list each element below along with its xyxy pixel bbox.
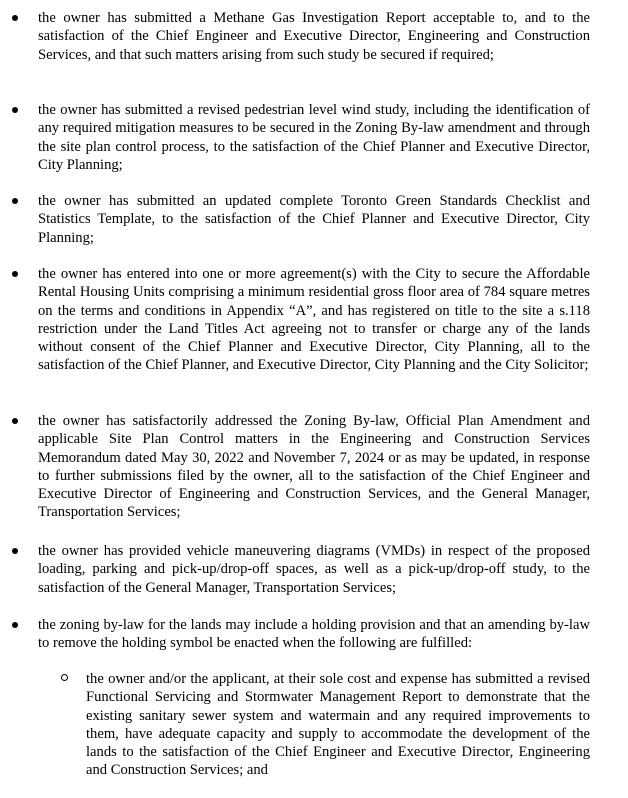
condition-engineering-memorandum: the owner has satisfactorily addressed the Zoning By-law, Official Plan Amendment and applicable Site Plan Control matters in the Engineering and Construction Services Memorandum dated May 30, 2022 and November 7, 2024 or as may be updated, in response to further submissions filed by the owner, all to the satisfaction of the Chief Engineer and Executive Director of Engineering and Construction Services, and the General Manager, Transportation Services; (38, 413, 590, 521)
bullet-icon (12, 107, 18, 113)
bullet-icon (12, 15, 18, 21)
condition-holding-provision: the zoning by-law for the lands may include a holding provision and that an amending by-law to remove the holding symbol be enacted when the following are fulfilled: (38, 617, 590, 652)
bullet-icon (12, 548, 18, 554)
condition-wind-study: the owner has submitted a revised pedestrian level wind study, including the identification of any required mitigation measures to be secured in the Zoning By-law amendment and through the site plan control process, to the satisfaction of the Chief Planner and Executive Director, City Planning; (38, 102, 590, 173)
bullet-icon (12, 271, 18, 277)
bullet-icon (12, 622, 18, 628)
bullet-icon (12, 418, 18, 424)
bullet-icon (12, 198, 18, 204)
condition-methane-gas-report: the owner has submitted a Methane Gas Investigation Report acceptable to, and to the satisfaction of the Chief Engineer and Executive Director, Engineering and Construction Services, and that such matters arising from such study be secured if required; (38, 10, 590, 63)
sub-condition-functional-servicing: the owner and/or the applicant, at their sole cost and expense has submitted a revised Functional Servicing and Stormwater Management Report to demonstrate that the existing sanitary sewer system and watermain and any required improvements to them, have adequate capacity and supply to accommodate the development of the lands to the satisfaction of the Chief Engineer and Executive Director, Engineering and Construction Services; and (86, 671, 590, 779)
condition-affordable-housing: the owner has entered into one or more agreement(s) with the City to secure the Affordable Rental Housing Units comprising a minimum residential gross floor area of 784 square metres on the terms and conditions in Appendix “A”, and has registered on title to the site a s.118 restriction under the Land Titles Act agreeing not to transfer or charge any of the lands without consent of the Chief Planner and Executive Director, City Planning, all to the satisfaction of the Chief Planner, and Executive Director, City Planning and the City Solicitor; (38, 266, 590, 374)
condition-vehicle-maneuvering: the owner has provided vehicle maneuvering diagrams (VMDs) in respect of the proposed loading, parking and pick-up/drop-off spaces, as well as a pick-up/drop-off study, to the satisfaction of the General Manager, Transportation Services; (38, 543, 590, 596)
condition-green-standards: the owner has submitted an updated complete Toronto Green Standards Checklist and Statistics Template, to the satisfaction of the Chief Planner and Executive Director, City Planning; (38, 193, 590, 246)
hollow-bullet-icon (61, 674, 68, 681)
